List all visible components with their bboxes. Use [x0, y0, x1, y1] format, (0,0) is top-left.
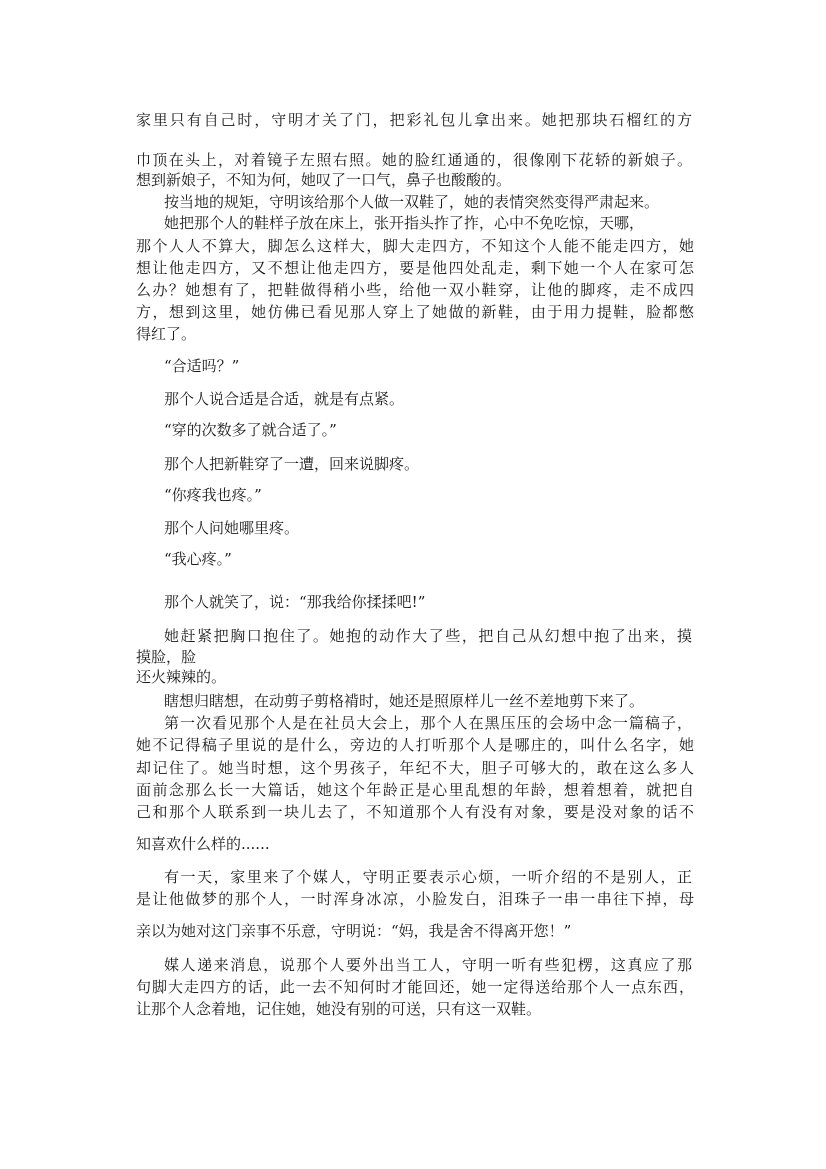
text-line: 己和那个人联系到一块儿去了，不知道那个人有没有对象，要是没对象的话不: [136, 803, 694, 821]
text-line: 巾顶在头上，对着镜子左照右照。她的脸红通通的，很像刚下花轿的新娘子。: [136, 151, 692, 169]
text-line: 那个人就笑了，说：“那我给你揉揉吧!”: [164, 593, 426, 611]
text-line: 知喜欢什么样的......: [136, 835, 270, 853]
text-line: 让那个人念着地，记住她，她没有别的可送，只有这一双鞋。: [136, 1000, 542, 1018]
text-line: 面前念那么长一大篇话，她这个年龄正是心里乱想的年龄，想着想着，就把自: [136, 781, 694, 799]
dialogue-line: “穿的次数多了就合适了。”: [164, 421, 337, 439]
text-line: 想到新娘子，不知为何，她叹了一口气，鼻子也酸酸的。: [136, 171, 512, 189]
text-line: 媒人递来消息，说那个人要外出当工人，守明一听有些犯楞，这真应了那: [164, 956, 692, 974]
text-line: 按当地的规矩，守明该给那个人做一双鞋了，她的表情突然变得严肃起来。: [164, 193, 660, 211]
text-line: 家里只有自己时，守明才关了门，把彩礼包儿拿出来。她把那块石榴红的方: [136, 111, 692, 129]
text-line: 瞎想归瞎想，在动剪子剪格褙时，她还是照原样儿一丝不差地剪下来了。: [164, 692, 645, 710]
text-line: 她把那个人的鞋样子放在床上，张开指头拃了拃，心中不免吃惊，天哪，: [164, 214, 645, 232]
dialogue-line: “你疼我也疼。”: [164, 486, 262, 504]
text-line: 第一次看见那个人是在社员大会上，那个人在黑压压的会场中念一篇稿子，: [164, 714, 692, 732]
text-line: 她不记得稿子里说的是什么，旁边的人打听那个人是哪庄的，叫什么名字，她: [136, 736, 694, 754]
dialogue-line: “我心疼。”: [164, 550, 232, 568]
text-line: 那个人人不算大，脚怎么这样大，脚大走四方，不知这个人能不能走四方，她: [136, 237, 694, 255]
text-line: 亲以为她对这门亲事不乐意，守明说：“妈，我是舍不得离开您！”: [136, 922, 572, 940]
text-line: 摸脸，脸: [136, 648, 197, 666]
text-line: 那个人说合适是合适，就是有点紧。: [164, 390, 405, 408]
text-line: 那个人把新鞋穿了一遭，回来说脚疼。: [164, 455, 420, 473]
text-line: 那个人问她哪里疼。: [164, 519, 300, 537]
text-line: 是让他做梦的那个人，一时浑身冰凉，小脸发白，泪珠子一串一串往下掉，母: [136, 890, 694, 908]
dialogue-line: “合适吗？”: [164, 357, 240, 375]
text-line: 她赶紧把胸口抱住了。她抱的动作大了些，把自己从幻想中抱了出来，摸: [164, 627, 692, 645]
text-line: 想让他走四方，又不想让他走四方，要是他四处乱走，剩下她一个人在家可怎: [136, 259, 694, 277]
text-line: 有一天，家里来了个媒人，守明正要表示心烦，一听介绍的不是别人，正: [164, 868, 692, 886]
text-line: 得红了。: [136, 325, 197, 343]
text-line: 还火辣辣的。: [136, 668, 227, 686]
text-line: 方，想到这里，她仿佛已看见那人穿上了她做的新鞋，由于用力提鞋，脸都憋: [136, 303, 694, 321]
text-line: 句脚大走四方的话，此一去不知何时才能回还，她一定得送给那个人一点东西，: [136, 978, 694, 996]
text-line: 却记住了。她当时想，这个男孩子，年纪不大，胆子可够大的，敢在这么多人: [136, 759, 694, 777]
text-line: 么办？她想有了，把鞋做得稍小些，给他一双小鞋穿，让他的脚疼，走不成四: [136, 281, 694, 299]
